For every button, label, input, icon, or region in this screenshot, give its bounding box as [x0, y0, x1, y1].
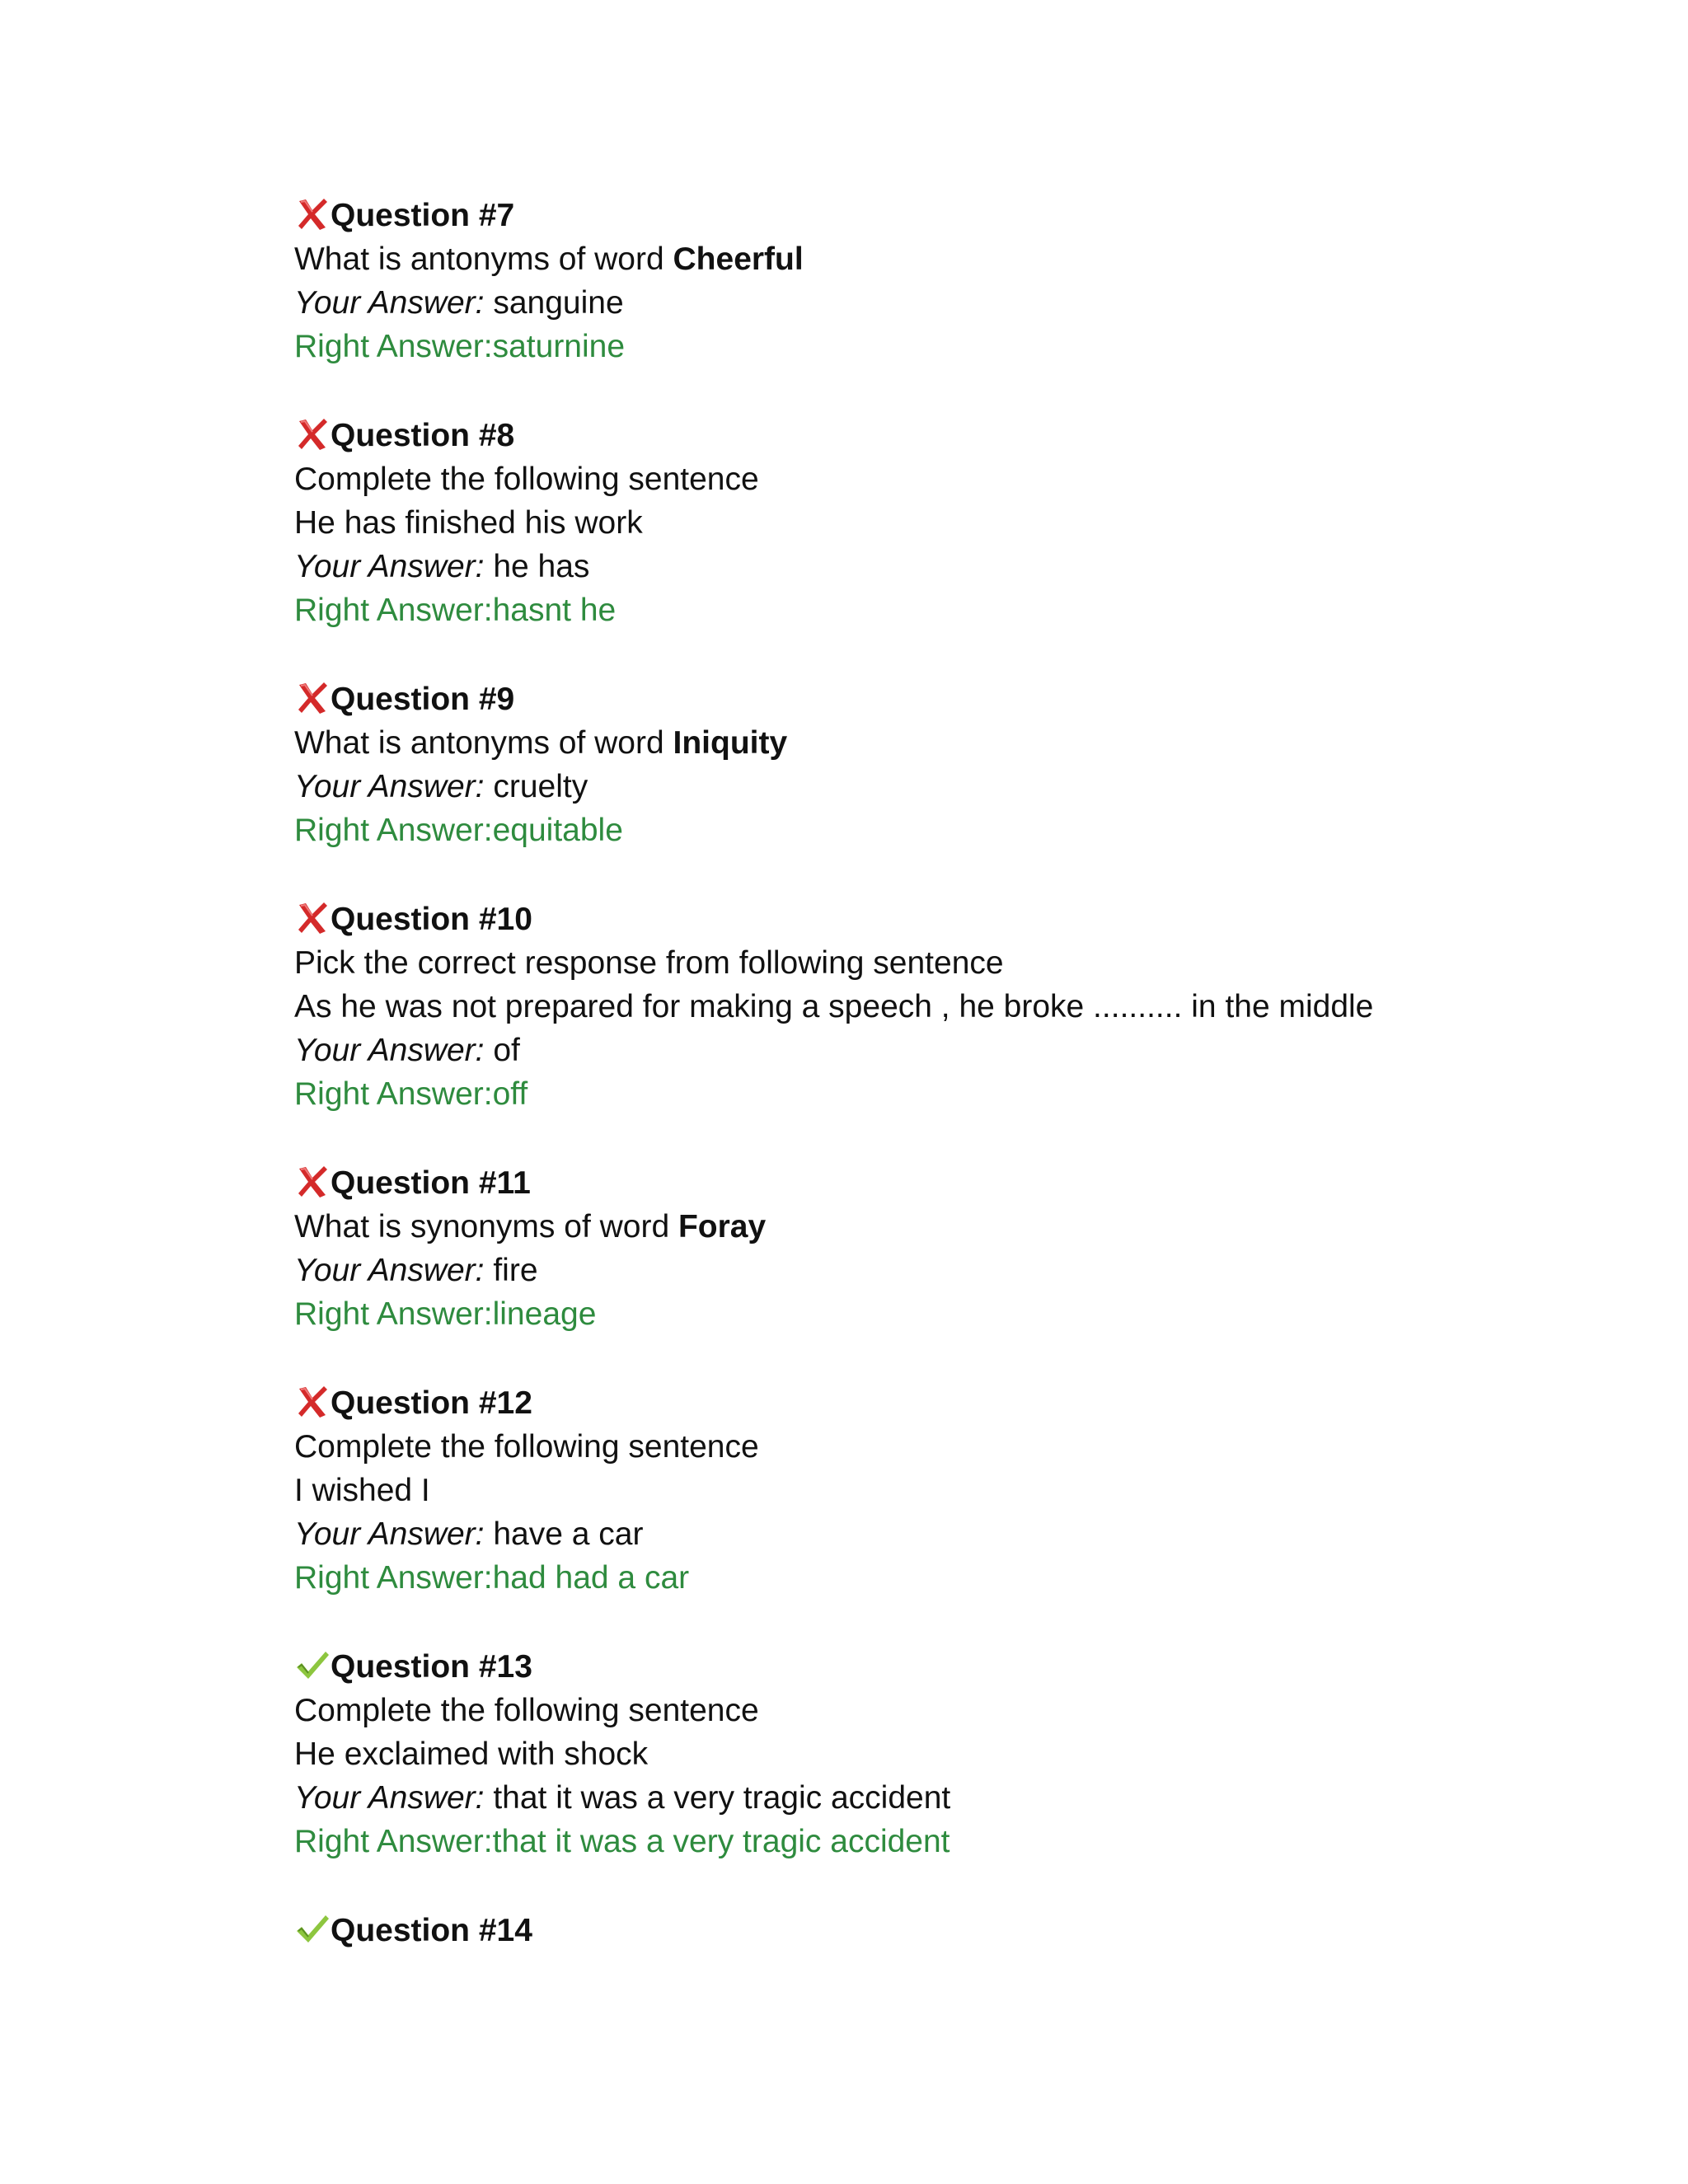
your-answer [294, 545, 1613, 588]
your-answer-value: of [484, 1033, 520, 1068]
question-detail: I wished I [294, 1473, 430, 1508]
question-block [294, 675, 1613, 852]
prompt-text: What is synonyms of word [294, 1209, 678, 1244]
your-answer-label: Your Answer: [294, 549, 485, 584]
right-answer: Right Answer:off [294, 1076, 528, 1112]
your-answer-label: Your Answer: [294, 769, 485, 804]
cross-icon [294, 900, 331, 936]
your-answer-value: cruelty [484, 769, 588, 804]
question-title: Question #14 [331, 1913, 532, 1948]
question-block [294, 895, 1613, 1116]
your-answer-value: that it was a very tragic accident [484, 1780, 951, 1816]
right-answer: Right Answer:that it was a very tragic accident [294, 1824, 950, 1859]
checkmark-icon [294, 1911, 331, 1947]
right-answer: Right Answer:saturnine [294, 329, 626, 364]
your-answer [294, 765, 1613, 808]
question-prompt: Complete the following sentence [294, 462, 759, 497]
prompt-keyword: Iniquity [673, 725, 788, 761]
right-answer: Right Answer:hasnt he [294, 593, 617, 628]
checkmark-icon [294, 1647, 331, 1684]
question-detail: As he was not prepared for making a speech , he broke .......... in the middle [294, 989, 1374, 1024]
your-answer-label: Your Answer: [294, 1253, 485, 1288]
cross-icon [294, 196, 331, 232]
prompt-keyword: Foray [678, 1209, 767, 1244]
your-answer [294, 281, 1613, 325]
question-heading [294, 675, 1613, 721]
prompt-keyword: Cheerful [673, 241, 804, 277]
question-prompt [294, 721, 1613, 765]
cross-icon [294, 1164, 331, 1200]
your-answer [294, 1249, 1613, 1292]
your-answer [294, 1776, 1613, 1820]
question-block [294, 1379, 1613, 1600]
question-title: Question #10 [331, 902, 532, 937]
your-answer-label: Your Answer: [294, 1780, 485, 1816]
cross-icon [294, 1384, 331, 1420]
question-detail: He exclaimed with shock [294, 1736, 649, 1772]
question-heading [294, 191, 1613, 237]
question-block [294, 411, 1613, 632]
question-title: Question #12 [331, 1385, 532, 1421]
your-answer-value: sanguine [484, 285, 624, 321]
your-answer-label: Your Answer: [294, 1033, 485, 1068]
your-answer-value: fire [484, 1253, 538, 1288]
question-heading [294, 1159, 1613, 1205]
question-heading [294, 1379, 1613, 1425]
question-block [294, 1643, 1613, 1863]
question-prompt [294, 237, 1613, 281]
prompt-text: What is antonyms of word [294, 241, 673, 277]
question-prompt: Complete the following sentence [294, 1693, 759, 1728]
question-title: Question #11 [331, 1165, 531, 1201]
your-answer-label: Your Answer: [294, 285, 485, 321]
question-block [294, 1906, 1613, 1952]
cross-icon [294, 680, 331, 716]
question-heading [294, 895, 1613, 941]
your-answer [294, 1512, 1613, 1556]
question-prompt [294, 1205, 1613, 1249]
question-heading [294, 1906, 1613, 1952]
question-detail: He has finished his work [294, 505, 643, 541]
your-answer-value: he has [484, 549, 590, 584]
your-answer [294, 1029, 1613, 1072]
question-heading [294, 1643, 1613, 1689]
question-title: Question #7 [331, 198, 515, 233]
question-block [294, 1159, 1613, 1336]
quiz-results [294, 191, 1613, 1995]
question-title: Question #9 [331, 682, 515, 717]
prompt-text: What is antonyms of word [294, 725, 673, 761]
question-title: Question #8 [331, 418, 515, 453]
your-answer-value: have a car [484, 1516, 644, 1552]
right-answer: Right Answer:had had a car [294, 1560, 690, 1596]
right-answer: Right Answer:equitable [294, 813, 623, 848]
right-answer: Right Answer:lineage [294, 1296, 597, 1332]
question-title: Question #13 [331, 1649, 532, 1685]
your-answer-label: Your Answer: [294, 1516, 485, 1552]
cross-icon [294, 416, 331, 452]
question-heading [294, 411, 1613, 457]
question-prompt: Complete the following sentence [294, 1429, 759, 1465]
question-prompt: Pick the correct response from following sentence [294, 945, 1004, 981]
question-block [294, 191, 1613, 368]
